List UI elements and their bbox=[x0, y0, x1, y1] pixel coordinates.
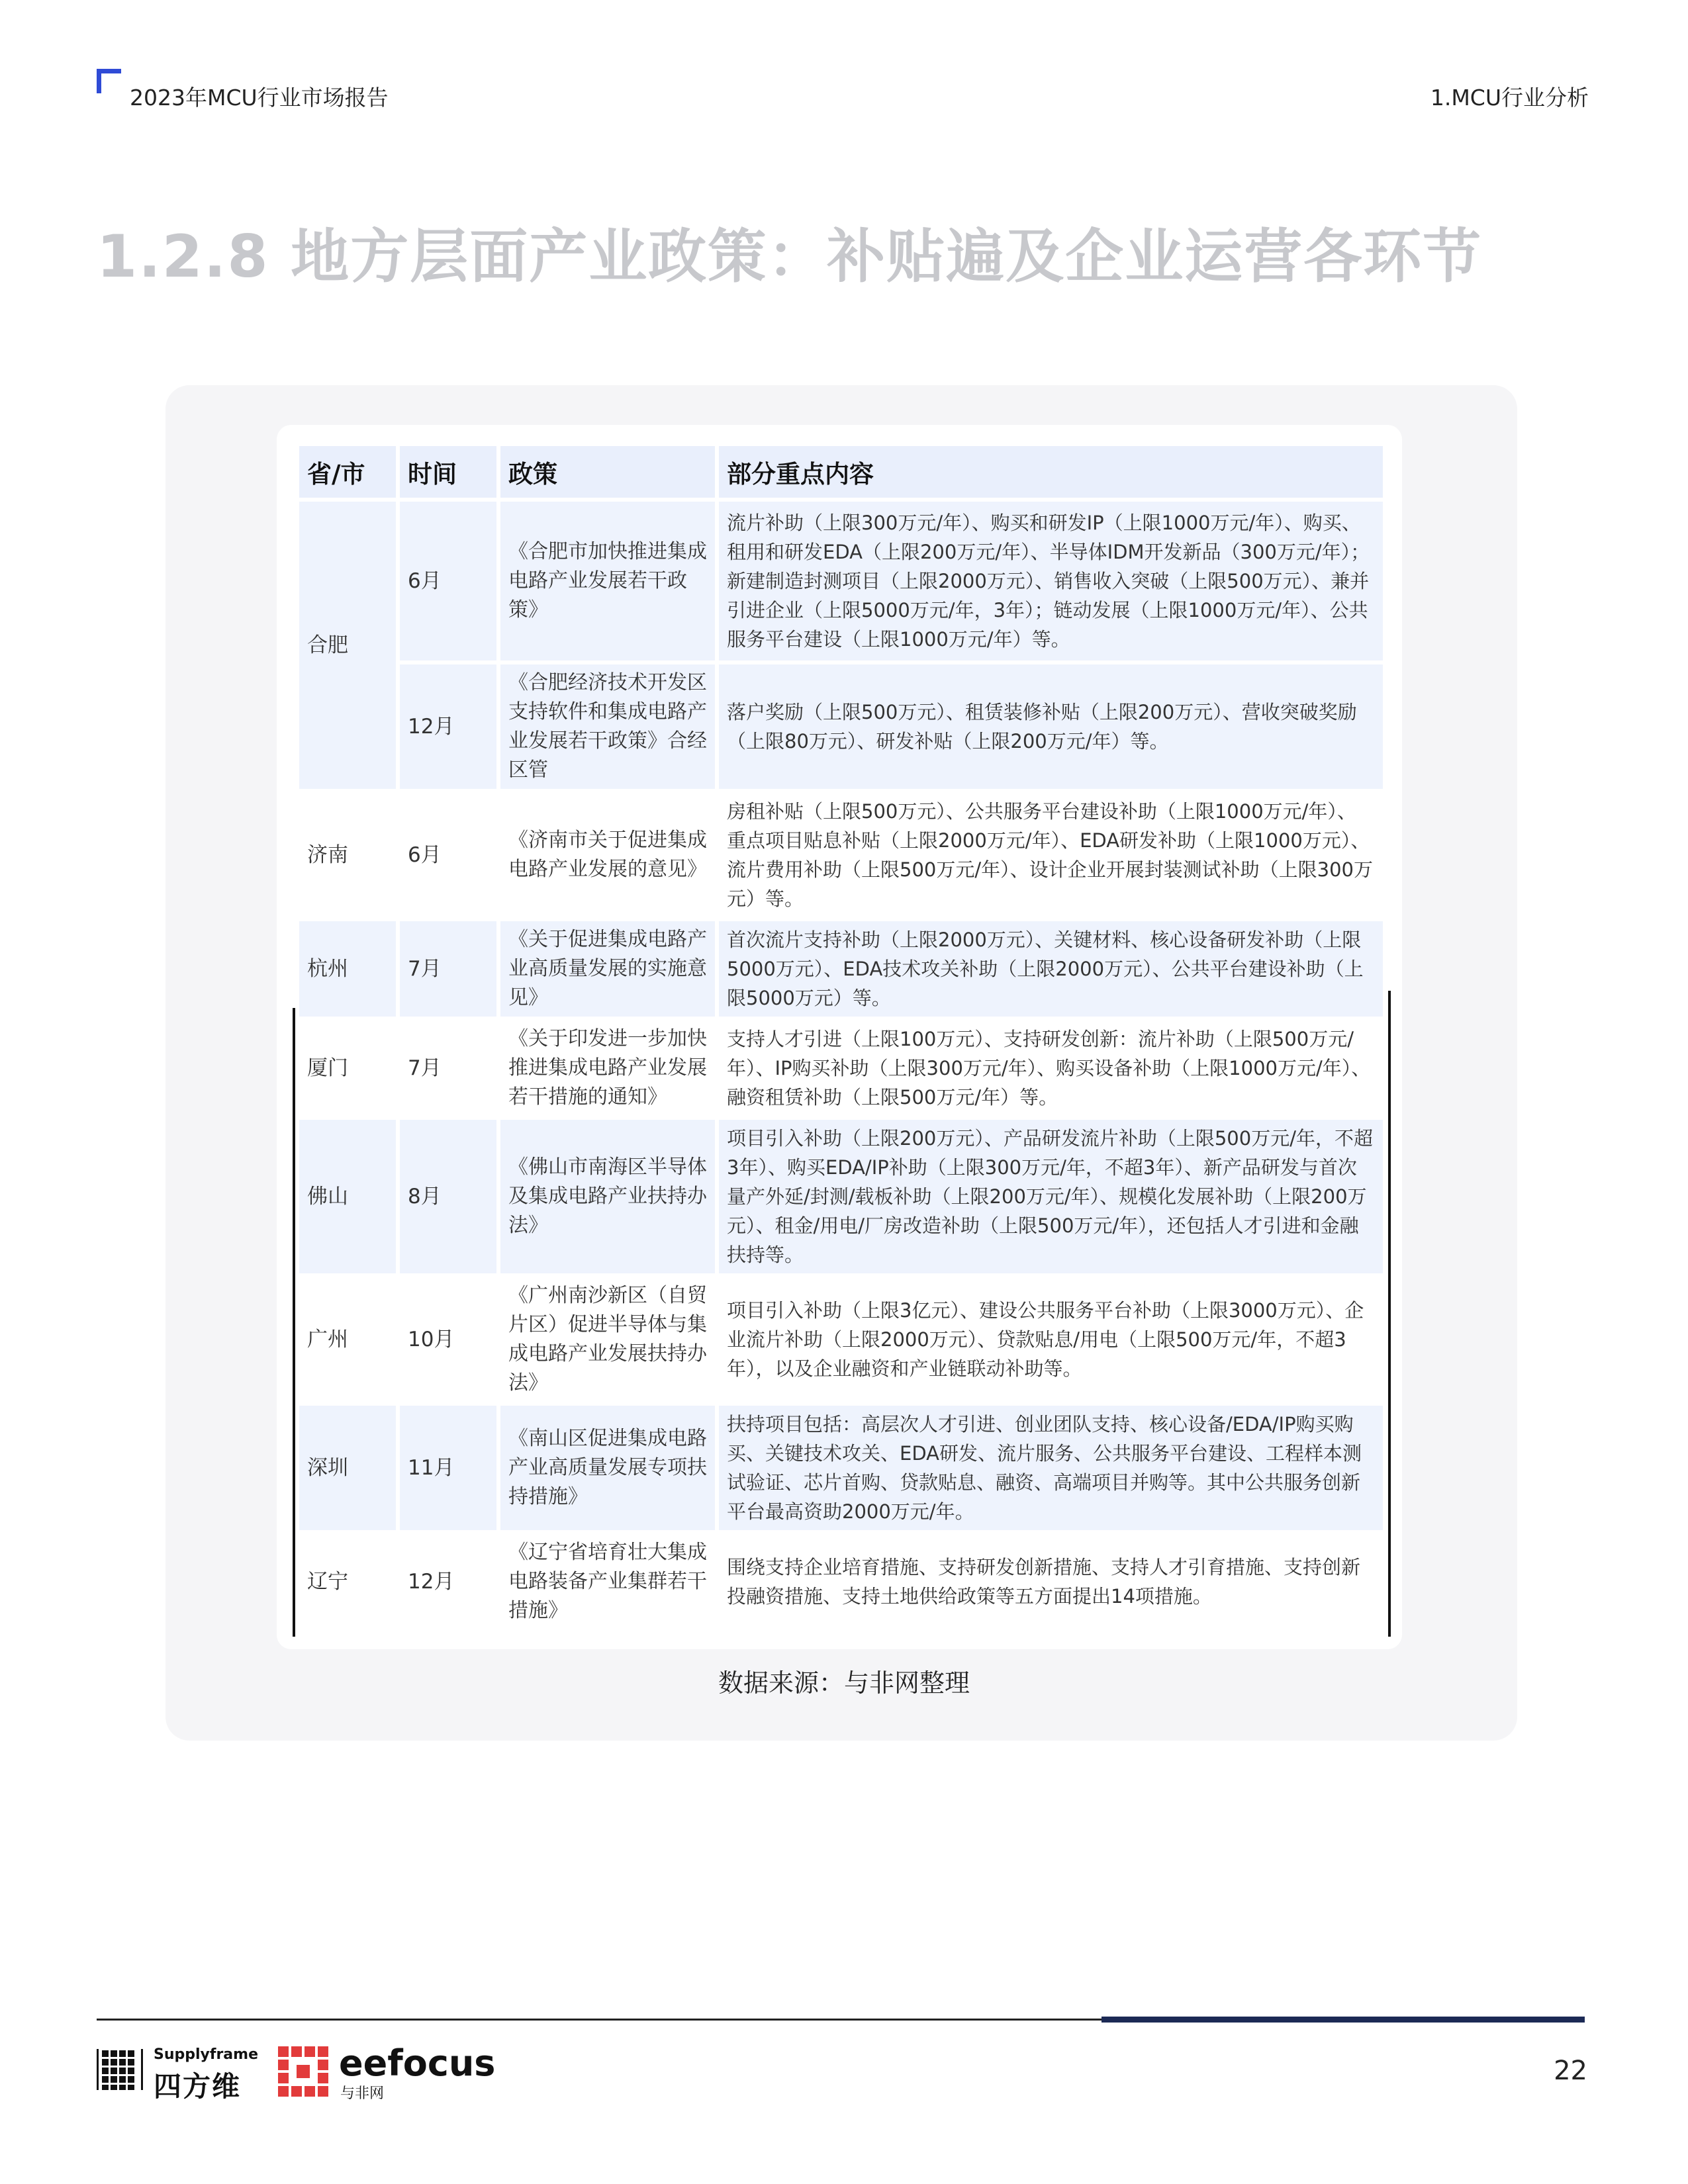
cell-content: 项目引入补助（上限200万元）、产品研发流片补助（上限500万元/年，不超3年）、购买EDA/IP补助（上限300万元/年，不超3年）、新产品研发与首次量产外延/封测/载板补助（上限200万元/年）、规模化发展补助（上限200万元）、租金/用电/厂房改造补助（上限500万元/年），还包括人才引进和金融扶持等。 bbox=[719, 1120, 1383, 1273]
cell-city: 厦门 bbox=[299, 1021, 396, 1116]
header-policy: 政策 bbox=[500, 446, 715, 498]
cell-time: 6月 bbox=[400, 793, 496, 917]
supplyframe-grid-icon bbox=[97, 2046, 143, 2093]
cell-policy: 《关于印发进一步加快推进集成电路产业发展若干措施的通知》 bbox=[500, 1021, 715, 1116]
table-row bbox=[299, 664, 1383, 789]
table-row bbox=[299, 1021, 1383, 1116]
cell-time: 7月 bbox=[400, 921, 496, 1017]
supplyframe-cn-text: 四方维 bbox=[154, 2070, 242, 2103]
cell-city: 合肥 bbox=[299, 502, 396, 789]
cell-content: 流片补助（上限300万元/年）、购买和研发IP（上限1000万元/年）、购买、租用和研发EDA（上限200万元/年）、半导体IDM开发新品（300万元/年）；新建制造封测项目（上限2000万元）、销售收入突破（上限500万元）、兼并引进企业（上限5000万元/年，3年）；链动发展（上限1000万元/年）、公共服务平台建设（上限1000万元/年）等。 bbox=[719, 502, 1383, 660]
cell-time: 6月 bbox=[400, 502, 496, 660]
cell-time: 11月 bbox=[400, 1406, 496, 1530]
header-city: 省/市 bbox=[299, 446, 396, 498]
corner-accent bbox=[97, 69, 121, 93]
cell-content: 首次流片支持补助（上限2000万元）、关键材料、核心设备研发补助（上限5000万元）、EDA技术攻关补助（上限2000万元）、公共平台建设补助（上限5000万元）等。 bbox=[719, 921, 1383, 1017]
table-row bbox=[299, 793, 1383, 917]
cell-city: 杭州 bbox=[299, 921, 396, 1017]
cell-content: 房租补贴（上限500万元）、公共服务平台建设补助（上限1000万元/年）、重点项目贴息补贴（上限2000万元/年）、EDA研发补助（上限1000万元）、流片费用补助（上限500万元/年）、设计企业开展封装测试补助（上限300万元）等。 bbox=[719, 793, 1383, 917]
footer-accent-bar bbox=[1102, 2017, 1585, 2023]
cell-policy: 《佛山市南海区半导体及集成电路产业扶持办法》 bbox=[500, 1120, 715, 1273]
cell-content: 落户奖励（上限500万元）、租赁装修补贴（上限200万元）、营收突破奖励（上限80万元）、研发补贴（上限200万元/年）等。 bbox=[719, 664, 1383, 789]
cell-city: 济南 bbox=[299, 793, 396, 917]
cell-city: 深圳 bbox=[299, 1406, 396, 1530]
page-number: 22 bbox=[1554, 2056, 1587, 2086]
eefocus-brand-text: eefocus bbox=[339, 2042, 496, 2084]
policy-table bbox=[295, 442, 1387, 1633]
cell-policy: 《南山区促进集成电路产业高质量发展专项扶持措施》 bbox=[500, 1406, 715, 1530]
header-report-title: 2023年MCU行业市场报告 bbox=[130, 85, 389, 111]
table-row bbox=[299, 921, 1383, 1017]
table-header-row bbox=[299, 446, 1383, 498]
table-row bbox=[299, 1277, 1383, 1402]
cell-time: 12月 bbox=[400, 1534, 496, 1629]
data-source-caption: 数据来源：与非网整理 bbox=[718, 1668, 970, 1698]
cell-city: 广州 bbox=[299, 1277, 396, 1402]
table-row bbox=[299, 502, 1383, 660]
cell-time: 7月 bbox=[400, 1021, 496, 1116]
cell-time: 10月 bbox=[400, 1277, 496, 1402]
cell-policy: 《辽宁省培育壮大集成电路装备产业集群若干措施》 bbox=[500, 1534, 715, 1629]
table-row bbox=[299, 1406, 1383, 1530]
page-title: 1.2.8 地方层面产业政策：补贴遍及企业运营各环节 bbox=[97, 222, 1483, 291]
table-row bbox=[299, 1534, 1383, 1629]
eefocus-cn-text: 与非网 bbox=[340, 2085, 385, 2102]
header-content: 部分重点内容 bbox=[719, 446, 1383, 498]
eefocus-grid-icon bbox=[278, 2046, 328, 2097]
cell-time: 12月 bbox=[400, 664, 496, 789]
table-edge-line-left bbox=[293, 1008, 295, 1637]
cell-policy: 《济南市关于促进集成电路产业发展的意见》 bbox=[500, 793, 715, 917]
cell-content: 支持人才引进（上限100万元）、支持研发创新：流片补助（上限500万元/年）、IP购买补助（上限300万元/年）、购买设备补助（上限1000万元/年）、融资租赁补助（上限500万元/年）等。 bbox=[719, 1021, 1383, 1116]
cell-content: 围绕支持企业培育措施、支持研发创新措施、支持人才引育措施、支持创新投融资措施、支持土地供给政策等五方面提出14项措施。 bbox=[719, 1534, 1383, 1629]
table-edge-line-right bbox=[1388, 991, 1391, 1637]
cell-policy: 《广州南沙新区（自贸片区）促进半导体与集成电路产业发展扶持办法》 bbox=[500, 1277, 715, 1402]
header-time: 时间 bbox=[400, 446, 496, 498]
cell-city: 辽宁 bbox=[299, 1534, 396, 1629]
cell-policy: 《关于促进集成电路产业高质量发展的实施意见》 bbox=[500, 921, 715, 1017]
cell-policy: 《合肥经济技术开发区支持软件和集成电路产业发展若干政策》合经区管 bbox=[500, 664, 715, 789]
cell-content: 扶持项目包括：高层次人才引进、创业团队支持、核心设备/EDA/IP购买购买、关键技术攻关、EDA研发、流片服务、公共服务平台建设、工程样本测试验证、芯片首购、贷款贴息、融资、高端项目并购等。其中公共服务创新平台最高资助2000万元/年。 bbox=[719, 1406, 1383, 1530]
cell-policy: 《合肥市加快推进集成电路产业发展若干政策》 bbox=[500, 502, 715, 660]
supplyframe-brand-text: Supplyframe bbox=[154, 2046, 258, 2063]
cell-city: 佛山 bbox=[299, 1120, 396, 1273]
header-section-name: 1.MCU行业分析 bbox=[1430, 85, 1589, 111]
table-row bbox=[299, 1120, 1383, 1273]
cell-time: 8月 bbox=[400, 1120, 496, 1273]
cell-content: 项目引入补助（上限3亿元）、建设公共服务平台补助（上限3000万元）、企业流片补助（上限2000万元）、贷款贴息/用电（上限500万元/年，不超3年），以及企业融资和产业链联动补助等。 bbox=[719, 1277, 1383, 1402]
